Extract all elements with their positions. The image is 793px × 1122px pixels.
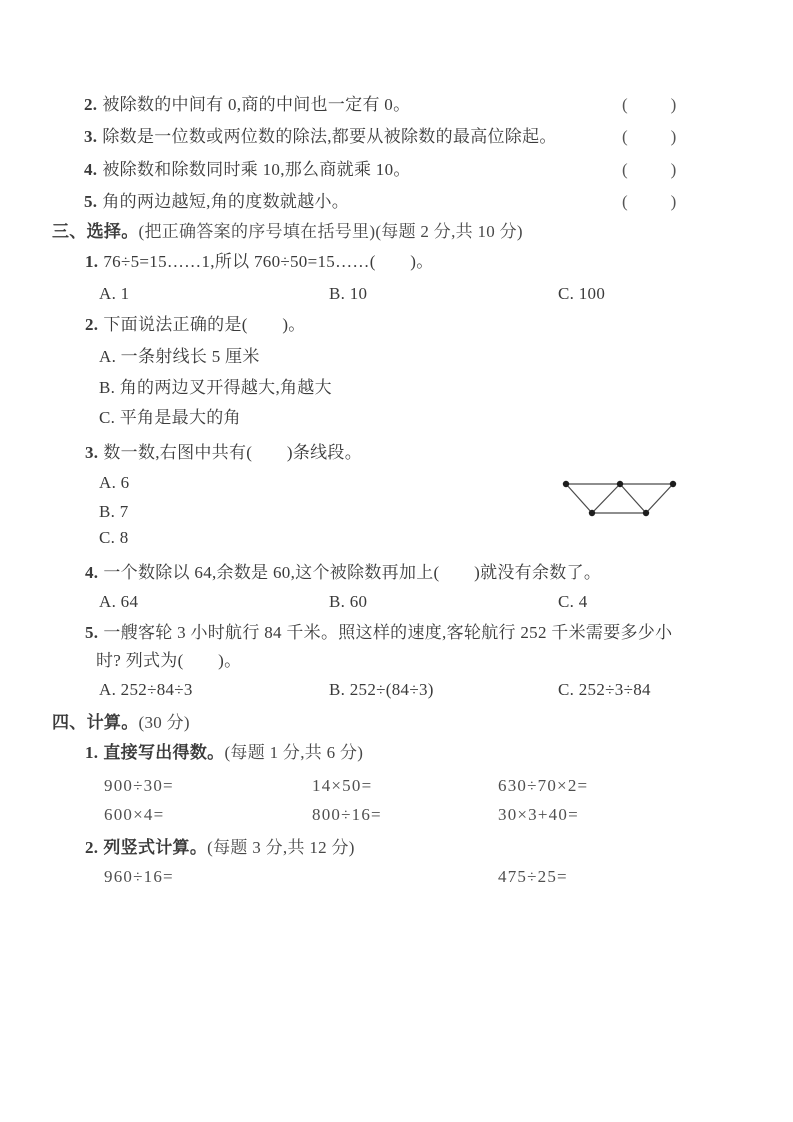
question-text: 一艘客轮 3 小时航行 84 千米。照这样的速度,客轮航行 252 千米需要多少小 bbox=[103, 623, 673, 642]
item-label: 直接写出得数。 bbox=[103, 743, 225, 762]
choice-q5-line1 bbox=[85, 623, 672, 643]
item-sublabel: (每题 1 分,共 6 分) bbox=[224, 743, 364, 762]
q4-option-c: C. 4 bbox=[558, 592, 588, 611]
q3-option-b: B. 7 bbox=[99, 502, 129, 521]
judge-item-4 bbox=[84, 160, 411, 180]
q4-option-b: B. 60 bbox=[329, 592, 368, 611]
question-number: 5. bbox=[85, 623, 99, 642]
item-number: 4. bbox=[84, 160, 98, 179]
q1-option-a: A. 1 bbox=[99, 284, 130, 303]
question-text: 下面说法正确的是( )。 bbox=[103, 315, 306, 334]
item-text: 被除数和除数同时乘 10,那么商就乘 10。 bbox=[102, 160, 411, 179]
judge-item-2 bbox=[84, 95, 410, 115]
judge-item-5 bbox=[84, 192, 349, 212]
choice-q5-line2: 时? 列式为( )。 bbox=[96, 651, 242, 670]
answer-bracket: ( ) bbox=[622, 192, 680, 211]
item-number: 1. bbox=[85, 743, 99, 762]
calc-expression: 30×3+40= bbox=[498, 805, 579, 824]
q5-option-c: C. 252÷3÷84 bbox=[558, 680, 651, 699]
choice-q2 bbox=[85, 315, 306, 335]
section-subtitle: (把正确答案的序号填在括号里)(每题 2 分,共 10 分) bbox=[138, 222, 523, 241]
q2-option-a: A. 一条射线长 5 厘米 bbox=[99, 347, 260, 366]
q1-option-b: B. 10 bbox=[329, 284, 368, 303]
question-text: 数一数,右图中共有( )条线段。 bbox=[103, 443, 363, 462]
q4-option-a: A. 64 bbox=[99, 592, 139, 611]
answer-bracket: ( ) bbox=[622, 160, 680, 179]
question-text: 76÷5=15……1,所以 760÷50=15……( )。 bbox=[103, 252, 434, 271]
q1-option-c: C. 100 bbox=[558, 284, 606, 303]
line-segment-figure bbox=[556, 470, 686, 522]
choice-q3 bbox=[85, 443, 362, 463]
calc-expression: 14×50= bbox=[312, 776, 373, 795]
calc-expression: 900÷30= bbox=[104, 776, 174, 795]
q5-option-b: B. 252÷(84÷3) bbox=[329, 680, 434, 699]
section-choice-header bbox=[52, 222, 523, 242]
item-number: 5. bbox=[84, 192, 98, 211]
item-sublabel: (每题 3 分,共 12 分) bbox=[207, 838, 355, 857]
q3-option-a: A. 6 bbox=[99, 473, 130, 492]
item-number: 3. bbox=[84, 127, 98, 146]
item-text: 被除数的中间有 0,商的中间也一定有 0。 bbox=[102, 95, 411, 114]
item-text: 角的两边越短,角的度数就越小。 bbox=[102, 192, 350, 211]
calc-part2-label bbox=[85, 838, 355, 858]
calc-part1-label bbox=[85, 743, 363, 763]
section-subtitle: (30 分) bbox=[138, 713, 190, 732]
question-number: 3. bbox=[85, 443, 99, 462]
question-text: 一个数除以 64,余数是 60,这个被除数再加上( )就没有余数了。 bbox=[103, 563, 602, 582]
q5-option-a: A. 252÷84÷3 bbox=[99, 680, 193, 699]
item-number: 2. bbox=[84, 95, 98, 114]
answer-bracket: ( ) bbox=[622, 127, 680, 146]
answer-bracket: ( ) bbox=[622, 95, 680, 114]
item-number: 2. bbox=[85, 838, 99, 857]
judge-item-3 bbox=[84, 127, 557, 147]
item-label: 列竖式计算。 bbox=[103, 838, 208, 857]
choice-q4 bbox=[85, 563, 601, 583]
calc-expression: 630÷70×2= bbox=[498, 776, 589, 795]
q2-option-b: B. 角的两边叉开得越大,角越大 bbox=[99, 378, 332, 397]
question-number: 2. bbox=[85, 315, 99, 334]
q2-option-c: C. 平角是最大的角 bbox=[99, 408, 241, 427]
calc-expression: 600×4= bbox=[104, 805, 165, 824]
section-calc-header bbox=[52, 713, 190, 733]
calc-expression: 475÷25= bbox=[498, 867, 568, 886]
question-number: 1. bbox=[85, 252, 99, 271]
item-text: 除数是一位数或两位数的除法,都要从被除数的最高位除起。 bbox=[102, 127, 557, 146]
question-number: 4. bbox=[85, 563, 99, 582]
calc-expression: 800÷16= bbox=[312, 805, 382, 824]
calc-expression: 960÷16= bbox=[104, 867, 174, 886]
choice-q1 bbox=[85, 252, 434, 272]
q3-option-c: C. 8 bbox=[99, 528, 129, 547]
section-title: 四、计算。 bbox=[52, 713, 139, 732]
section-title: 三、选择。 bbox=[52, 222, 139, 241]
